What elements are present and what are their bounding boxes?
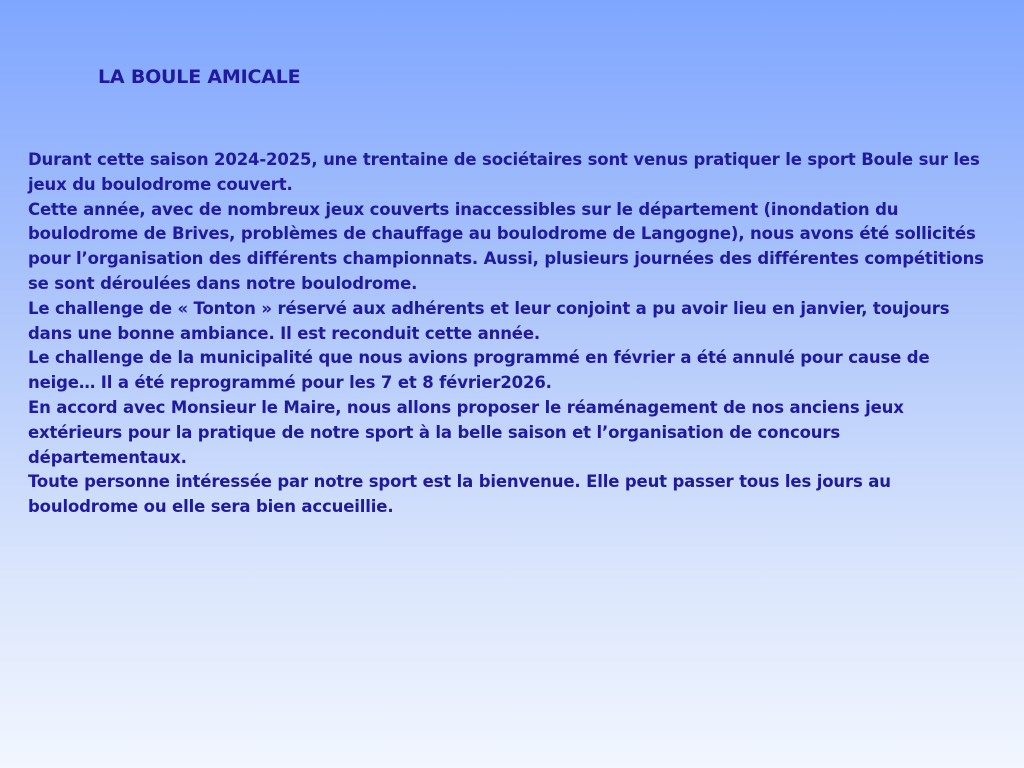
paragraph-season-summary: Durant cette saison 2024-2025, une trentaine de sociétaires sont venus pratiquer le sport Boule sur les jeux du boulodrome couvert. <box>28 150 980 194</box>
paragraph-outdoor-grounds: En accord avec Monsieur le Maire, nous allons proposer le réaménagement de nos anciens jeux extérieurs pour la pratique de notre sport à la belle saison et l’organisation de concours départementaux. <box>28 397 904 467</box>
paragraph-welcome: Toute personne intéressée par notre sport est la bienvenue. Elle peut passer tous les jours au boulodrome ou elle sera bien accueillie. <box>28 472 891 517</box>
page-title: LA BOULE AMICALE <box>98 66 301 88</box>
paragraph-tonton-challenge: Le challenge de « Tonton » réservé aux adhérents et leur conjoint a pu avoir lieu en janvier, toujours dans une bonne ambiance. Il est reconduit cette année. <box>28 298 950 343</box>
paragraph-championships: Cette année, avec de nombreux jeux couverts inaccessibles sur le département (inondation du boulodrome de Brives, problèmes de chauffage au boulodrome de Langogne), nous avons été sollicités pour l’organisation des différents championnats. Aussi, plusieurs journées des différentes compétitions se sont déroulées dans notre boulodrome. <box>28 199 984 293</box>
article-body <box>28 148 988 520</box>
paragraph-municipal-challenge: Le challenge de la municipalité que nous avions programmé en février a été annulé pour cause de neige… Il a été reprogrammé pour les 7 et 8 février2026. <box>28 348 930 393</box>
